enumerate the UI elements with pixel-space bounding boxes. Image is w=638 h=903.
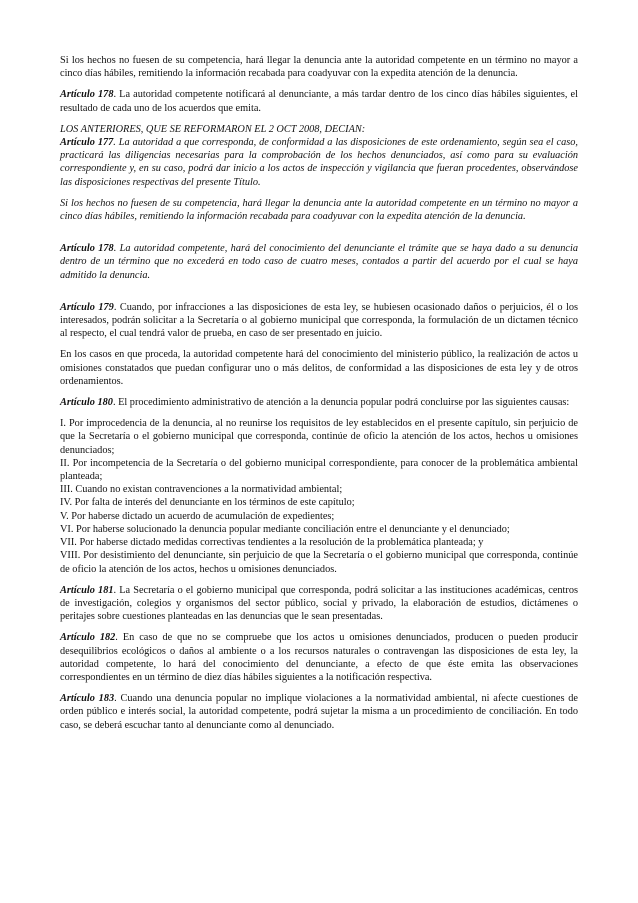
article-180-label: Artículo 180 (60, 397, 113, 409)
article-180-causes-list (60, 417, 578, 575)
article-179-text: . Cuando, por infracciones a las disposiciones de esta ley, se hubiesen ocasionado daños o perjuicios, él o los interesados, podrán solicitar a la Secretaría o al gobierno municipal que corresponda, la formulación de un dictamen técnico al respecto, el cual tendrá valor de prueba, en caso de ser presentado en juicio. (60, 301, 578, 340)
article-183 (60, 692, 578, 732)
article-181 (60, 584, 578, 624)
article-180 (60, 396, 578, 409)
article-181-label: Artículo 181 (60, 584, 114, 596)
article-182 (60, 631, 578, 684)
old-article-177-text: . La autoridad a que corresponda, de conformidad a las disposiciones de este ordenamiento, según sea el caso, practicará las diligencias necesarias para la comprobación de los hechos denunciados, así como para su evaluación correspondiente y, en su caso, podrá dar inicio a los actos de inspección y vigilancia que fueran procedentes, observándose las disposiciones respectivas del presente Título. (60, 137, 578, 188)
article-179-paragraph-2: En los casos en que proceda, la autoridad competente hará del conocimiento del ministerio público, la realización de actos u omisiones constatados que puedan configurar uno o más delitos, de conformidad a las disposiciones de esta ley y de otros ordenamientos. (60, 349, 578, 387)
list-item: V. Por haberse dictado un acuerdo de acumulación de expedientes; (60, 510, 335, 522)
old-article-178-label: Artículo 178 (60, 243, 114, 255)
article-182-label: Artículo 182 (60, 632, 116, 644)
old-article-177 (60, 136, 578, 189)
list-item: VIII. Por desistimiento del denunciante, sin perjuicio de que la Secretaría o el gobierno municipal que corresponda, continúe de oficio la atención de los actos, hechos u omisiones denunciados. (60, 550, 578, 575)
old-article-177-label: Artículo 177 (60, 137, 114, 149)
article-178-label: Artículo 178 (60, 89, 114, 101)
list-item: I. Por improcedencia de la denuncia, al no reunirse los requisitos de ley establecidos en el presente capítulo, sin perjuicio de que la Secretaría o el gobierno municipal que corresponda, continúe de oficio la atención de los actos, hechos u omisiones denunciados; (60, 418, 578, 456)
list-item: VI. Por haberse solucionado la denuncia popular mediante conciliación entre el denunciante y el denunciado; (60, 523, 510, 535)
article-182-text: . En caso de que no se compruebe que los actos u omisiones denunciados, producen o pueden producir desequilibrios ecológicos o daños al ambiente o a los recursos naturales o contravengan las disposiciones de esta ley, la autoridad competente, lo hará del conocimiento del denunciante, a efecto de que éste emita las observaciones correspondientes en un término de diez días hábiles siguientes a la notificación respectiva. (60, 632, 578, 683)
reform-note-heading: LOS ANTERIORES, QUE SE REFORMARON EL 2 OCT 2008, DECIAN: (60, 123, 366, 135)
article-183-label: Artículo 183 (60, 693, 115, 705)
article-183-text: . Cuando una denuncia popular no implique violaciones a la normatividad ambiental, ni afecte cuestiones de orden público e interés social, la autoridad competente, podrá sujetar la misma a un procedimiento de conciliación. En todo caso, se deberá escuchar tanto al denunciante como al denunciado. (60, 693, 578, 731)
article-180-text: . El procedimiento administrativo de atención a la denuncia popular podrá concluirse por las siguientes causas: (112, 397, 570, 409)
old-article-177-paragraph-2: Si los hechos no fuesen de su competencia, hará llegar la denuncia ante la autoridad competente en un término no mayor a cinco días hábiles, remitiendo la información recabada para coadyuvar con la expedita atención de la denuncia. (60, 197, 578, 223)
old-article-178 (60, 242, 578, 282)
list-item: III. Cuando no existan contravenciones a la normatividad ambiental; (60, 484, 343, 496)
article-178-text: . La autoridad competente notificará al denunciante, a más tardar dentro de los cinco días hábiles siguientes, el resultado de cada uno de los acuerdos que emita. (60, 89, 578, 114)
document-page (60, 54, 578, 732)
list-item: II. Por incompetencia de la Secretaría o del gobierno municipal correspondiente, para conocer de la problemática ambiental planteada; (60, 457, 578, 483)
paragraph-competencia: Si los hechos no fuesen de su competencia, hará llegar la denuncia ante la autoridad competente en un término no mayor a cinco días hábiles, remitiendo la información recabada para coadyuvar con la expedita atención de la denuncia. (60, 55, 578, 80)
list-item: VII. Por haberse dictado medidas correctivas tendientes a la resolución de la problemática planteada; y (60, 537, 484, 549)
list-item: IV. Por falta de interés del denunciante en los términos de este capítulo; (60, 497, 355, 509)
article-179-label: Artículo 179 (60, 301, 114, 313)
article-181-text: . La Secretaría o el gobierno municipal que corresponda, podrá solicitar a las instituciones académicas, centros de investigación, colegios y organismos del sector público, social y privado, la elaboración de estudios, dictámenes o peritajes sobre cuestiones planteadas en las denuncias que le sean presentadas. (60, 584, 578, 623)
old-article-178-text: . La autoridad competente, hará del conocimiento del denunciante el trámite que se haya dado a su denuncia dentro de un término que no excederá en todo caso de cuatro meses, contados a partir del acuerdo por el cual se haya admitido la denuncia. (60, 243, 578, 281)
article-179 (60, 301, 578, 341)
article-178 (60, 88, 578, 114)
